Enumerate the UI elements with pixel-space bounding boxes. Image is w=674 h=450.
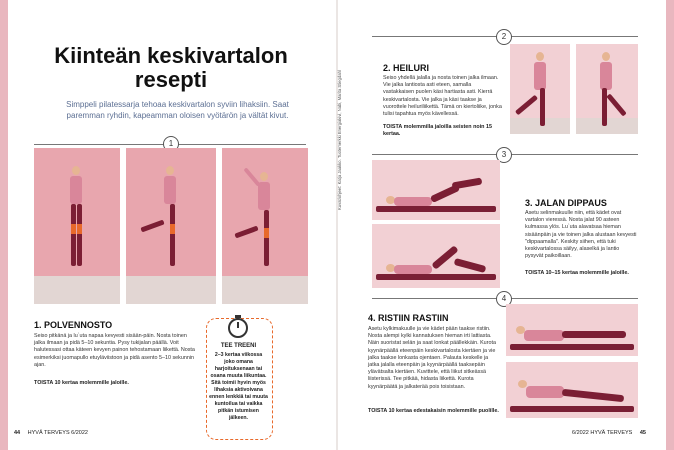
floor	[576, 118, 638, 134]
step-3-reps: TOISTA 10–15 kertaa molemmille jaloille.	[525, 270, 629, 276]
step-4-reps: TOISTA 10 kertaa edestakaisin molemmille puolille.	[368, 408, 499, 414]
step-3-heading: 3. JALAN DIPPAUS	[525, 198, 607, 208]
step-1-marker: 1	[163, 136, 179, 152]
step-3-text: Asetu selinmakuulle niin, että kädet ovat vartalon vieressä. Nosta jalat 90 asteen kulmassa ylös. Lu`uta alavatsaa hieman sisäänpäin ja vie toinen jalka alustaan kevyesti "dippaamalla". Keskity siihen, että tuki keskivartalossa säilyy, alaselkä ja lantio pysyvät paikoillaan.	[525, 210, 637, 260]
magazine-name-right: 6/2022 HYVÄ TERVEYS	[572, 430, 633, 436]
floor	[222, 276, 308, 304]
jalan-dippaus-photo-2	[372, 224, 500, 288]
ristiin-rastiin-photo-2	[506, 362, 638, 418]
page-number-right: 45	[639, 430, 646, 436]
article-intro: Simppeli pilatessarja tehoaa keskivartalon syviin lihaksiin. Saat paremman ryhdin, kapeamman oloisen vyötärön ja vältät kivut.	[66, 100, 289, 120]
page-number-left: 44	[14, 430, 21, 436]
heiluri-photo-2	[576, 44, 638, 134]
step-2-heading: 2. HEILURI	[383, 63, 430, 73]
page-edge-left	[0, 0, 8, 450]
footer-right	[572, 430, 646, 436]
step-1-text: Seiso pitkänä ja lu`uta napaa kevyesti sisään-päin. Nosta toinen jalka ilmaan ja pidä 5–10 sekuntia. Pysy tukijalan päällä. Voit halutessasi ottaa käteen kevyen painon tehostamaan liikettä. Nosta esimerkiksi juomapullo etuyläviistoon ja pidä asento 5–10 sekunnin ajan.	[34, 333, 195, 368]
footer-left	[14, 430, 88, 436]
step-2-reps: TOISTA molemmilla jaloilla seisten noin 15 kertaa.	[383, 124, 492, 137]
floor	[126, 276, 216, 304]
tip-title: TEE TREENI	[220, 343, 257, 349]
step-1-reps: TOISTA 10 kertaa molemmille jaloille.	[34, 380, 129, 386]
magazine-name-left: HYVÄ TERVEYS 6/2022	[27, 430, 88, 436]
heiluri-photo-1	[510, 44, 570, 134]
step-4-heading: 4. RISTIIN RASTIIN	[368, 313, 449, 323]
step-1-heading: 1. POLVENNOSTO	[34, 320, 113, 330]
floor	[34, 276, 120, 304]
polvennosto-photo-2	[126, 148, 216, 304]
tip-text: 2–3 kertaa viikossa joko omana harjoituksenaan tai osana muuta liikuntaa. Sitä toimii hyvin myös lihaksia aktivoivana ennen lenkkiä tai muuta kuntoilua tai vaikka pitkän istumisen jälkeen.	[209, 352, 268, 421]
polvennosto-photo-3	[222, 148, 308, 304]
step-4-marker: 4	[496, 291, 512, 307]
exercise-mat	[510, 344, 634, 350]
page-edge-right	[666, 0, 674, 450]
exercise-mat	[376, 206, 496, 212]
step-4-text: Asetu kylkimakuulle ja vie kädet pään taakse ristiin. Nosta alempi kylki kannatuksen hieman irti lattiasta. Näin suoristat selän ja saat lonkat päällekkäin. Kurota kyynärpäällä eteenpäin keskivartalosta kiertäen ja vie jalka taakse lonkasta ojentaen. Palauta keskelle ja jatka jalalla eteenpäin ja kyynärpäällä taaksepäin ylävätsalta kiertäen. Kuvittele, että liikut sitkeässä liisterissä. Tee pitkää, hidasta liikettä. Kurota kyynärpäätä ja jalkaterää pois toisistaan.	[368, 326, 496, 390]
ristiin-rastiin-photo-1	[506, 304, 638, 356]
exercise-mat	[376, 274, 496, 280]
stopwatch-icon	[226, 314, 250, 338]
step-2-marker: 2	[496, 29, 512, 45]
article-title: Kiinteän keskivartalon resepti	[54, 43, 288, 92]
step-2-text: Seiso yhdellä jalalla ja nosta toinen jalka ilmaan. Vie jalka lantiosta asti eteen, samalla vastakkaisen puolen käsi hartiasta asti. Kierrä keskivartalosta. Vie jalka ja käsi taakse ja vuorottele heiluriliikettä. Tämä on kiertoliike, jonka tulisi tapahtua myös kävellessä.	[383, 75, 502, 118]
exercise-mat	[510, 406, 634, 412]
polvennosto-photo-1	[34, 148, 120, 304]
photo-credit: Kuvat/ohjeet: Katja Jaakko. Tuotemerkki Energiakivi, Nabi, Marita Stiegdahl	[337, 70, 342, 210]
step-3-marker: 3	[496, 147, 512, 163]
jalan-dippaus-photo-1	[372, 160, 500, 220]
